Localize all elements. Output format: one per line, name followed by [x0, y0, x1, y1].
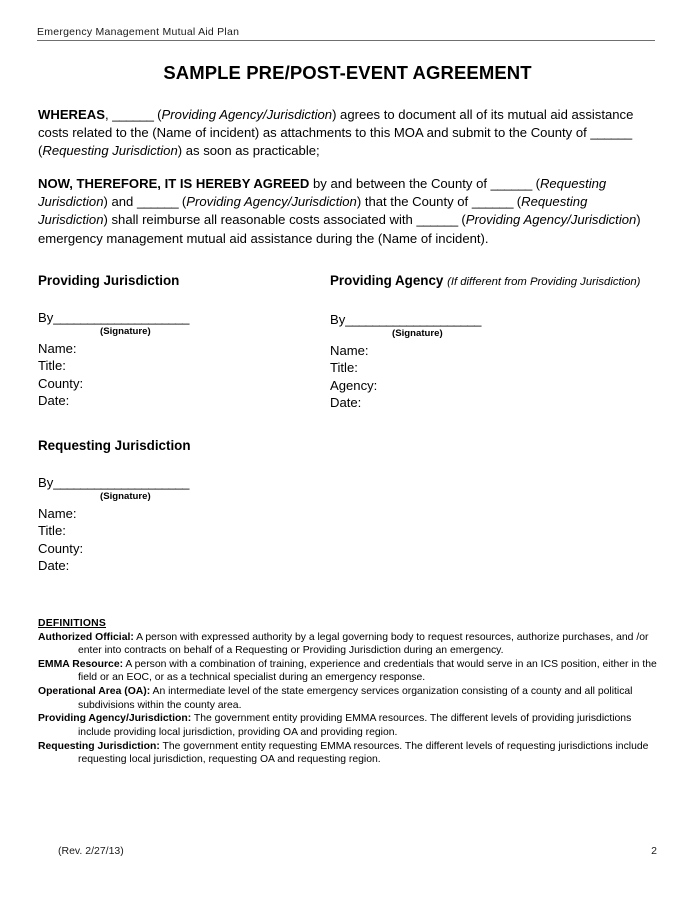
definition-text: A person with expressed authority by a legal governing body to request resources, authorize purchases, and /or enter into contracts on behalf of a Requesting or Providing Jurisdiction during an emergency. — [78, 631, 649, 656]
definition-item — [38, 685, 660, 712]
signature-block-requesting-jurisdiction — [38, 437, 328, 574]
field-agency[interactable]: Agency: — [330, 377, 378, 393]
field-county[interactable]: County: — [38, 375, 84, 391]
field-date[interactable]: Date: — [38, 392, 70, 408]
now-blank-4: ______ — [416, 212, 458, 228]
whereas-blank-2: ______ — [590, 125, 632, 141]
definitions-heading: DEFINITIONS — [38, 618, 107, 629]
now-text-9: ) emergency management mutual aid assistance during the (Name of incident). — [38, 212, 641, 246]
now-text-6: ( — [513, 194, 522, 210]
now-text-7: ) shall reimburse all reasonable costs associated with — [103, 212, 417, 228]
definition-text: The government entity requesting EMMA resources. The different levels of requesting jurisdictions include requesting local jurisdiction, requesting OA and requesting region. — [78, 740, 649, 766]
now-italic-3: Requesting Jurisdiction — [38, 194, 588, 228]
signature-line[interactable] — [38, 310, 328, 326]
now-text-3: ) and — [103, 194, 137, 210]
definition-term: Operational Area (OA): — [38, 686, 151, 698]
signature-rule: ____________________ — [53, 310, 189, 325]
signature-caption: (Signature) — [392, 328, 443, 339]
definition-item — [38, 658, 660, 685]
now-italic-4: Providing Agency/Jurisdiction — [465, 212, 637, 228]
by-label: By — [38, 475, 54, 490]
revision-label: (Rev. 2/27/13) — [58, 845, 124, 857]
whereas-text-3: ) agrees to document all of its mutual aid assistance costs related to the (Name of incident) as attachments to this MOA and submit to the County of — [38, 107, 634, 141]
paragraph-now-therefore — [38, 175, 657, 248]
definition-term: Authorized Official: — [38, 631, 134, 643]
field-date[interactable]: Date: — [38, 557, 70, 573]
field-date[interactable]: Date: — [330, 394, 362, 410]
whereas-text-4: ( — [38, 143, 43, 159]
definition-item — [38, 740, 660, 767]
section-heading-label: Requesting Jurisdiction — [38, 438, 191, 453]
by-label: By — [330, 312, 346, 327]
field-title[interactable]: Title: — [38, 358, 66, 374]
section-heading — [38, 437, 328, 454]
signature-caption: (Signature) — [100, 326, 151, 337]
now-text-1: by and between the County of — [309, 176, 491, 191]
definition-text: A person with a combination of training, experience and credentials that would serve in an ICS position, either in the field or an EOC, or as a technical specialist during an emergency response. — [78, 658, 657, 684]
running-title: Emergency Management Mutual Aid Plan — [37, 26, 240, 38]
page-number: 2 — [651, 845, 657, 857]
definition-term: Requesting Jurisdiction: — [38, 740, 160, 752]
now-blank-2: ______ — [136, 194, 179, 210]
whereas-text-1: , — [104, 107, 113, 122]
definition-item — [38, 631, 660, 658]
field-name[interactable]: Name: — [38, 341, 77, 356]
signature-caption: (Signature) — [100, 491, 151, 502]
signature-block-providing-agency — [330, 272, 660, 411]
field-name[interactable]: Name: — [38, 506, 77, 521]
field-title[interactable]: Title: — [38, 523, 66, 539]
definition-text: An intermediate level of the state emergency services organization consisting of a county and all political subdivisions within the county area. — [78, 686, 633, 711]
now-text-4: ( — [178, 194, 187, 210]
header-divider — [37, 40, 655, 41]
now-text-8: ( — [457, 212, 466, 228]
field-name[interactable]: Name: — [330, 343, 369, 358]
section-heading-qualifier: (If different from Providing Jurisdiction) — [447, 276, 641, 288]
signature-fields — [330, 342, 660, 411]
signature-fields — [38, 505, 328, 574]
by-label: By — [38, 310, 54, 325]
document-header — [37, 26, 657, 41]
signature-fields — [38, 340, 328, 409]
section-heading — [330, 272, 660, 291]
whereas-blank-1: ______ — [112, 107, 154, 122]
paragraph-whereas — [38, 106, 657, 161]
definitions-section — [38, 617, 660, 767]
page-title: SAMPLE PRE/POST-EVENT AGREEMENT — [163, 62, 532, 83]
field-title[interactable]: Title: — [330, 360, 358, 376]
definition-text: The government entity providing EMMA resources. The different levels of providing jurisdictions include providing local jurisdiction, providing OA and providing region. — [78, 713, 632, 738]
signature-rule: ____________________ — [345, 312, 481, 327]
signature-line[interactable] — [330, 312, 660, 328]
now-italic-1: Requesting Jurisdiction — [38, 176, 607, 210]
now-italic-2: Providing Agency/Jurisdiction — [186, 194, 357, 210]
whereas-italic-2: Requesting Jurisdiction — [42, 143, 178, 159]
now-blank-3: ______ — [471, 194, 514, 210]
whereas-italic-1: Providing Agency/Jurisdiction — [161, 107, 333, 122]
signature-block-providing-jurisdiction — [38, 272, 328, 409]
whereas-lead: WHEREAS — [38, 107, 105, 122]
field-county[interactable]: County: — [38, 540, 84, 556]
whereas-text-5: ) as soon as practicable; — [177, 143, 320, 159]
signature-line[interactable] — [38, 475, 328, 491]
definition-term: Providing Agency/Jurisdiction: — [38, 713, 192, 725]
now-blank-1: ______ — [490, 176, 532, 191]
definition-term: EMMA Resource: — [38, 658, 124, 670]
whereas-text-2: ( — [153, 107, 162, 122]
definition-item — [38, 712, 660, 739]
document-footer — [58, 845, 657, 857]
now-text-5: ) that the County of — [356, 194, 472, 210]
now-lead: NOW, THEREFORE, IT IS HEREBY AGREED — [38, 176, 310, 191]
section-heading-label: Providing Agency — [330, 273, 444, 288]
section-heading — [38, 272, 328, 289]
section-heading-label: Providing Jurisdiction — [38, 273, 180, 288]
now-text-2: ( — [531, 176, 540, 191]
signature-rule: ____________________ — [53, 475, 189, 490]
